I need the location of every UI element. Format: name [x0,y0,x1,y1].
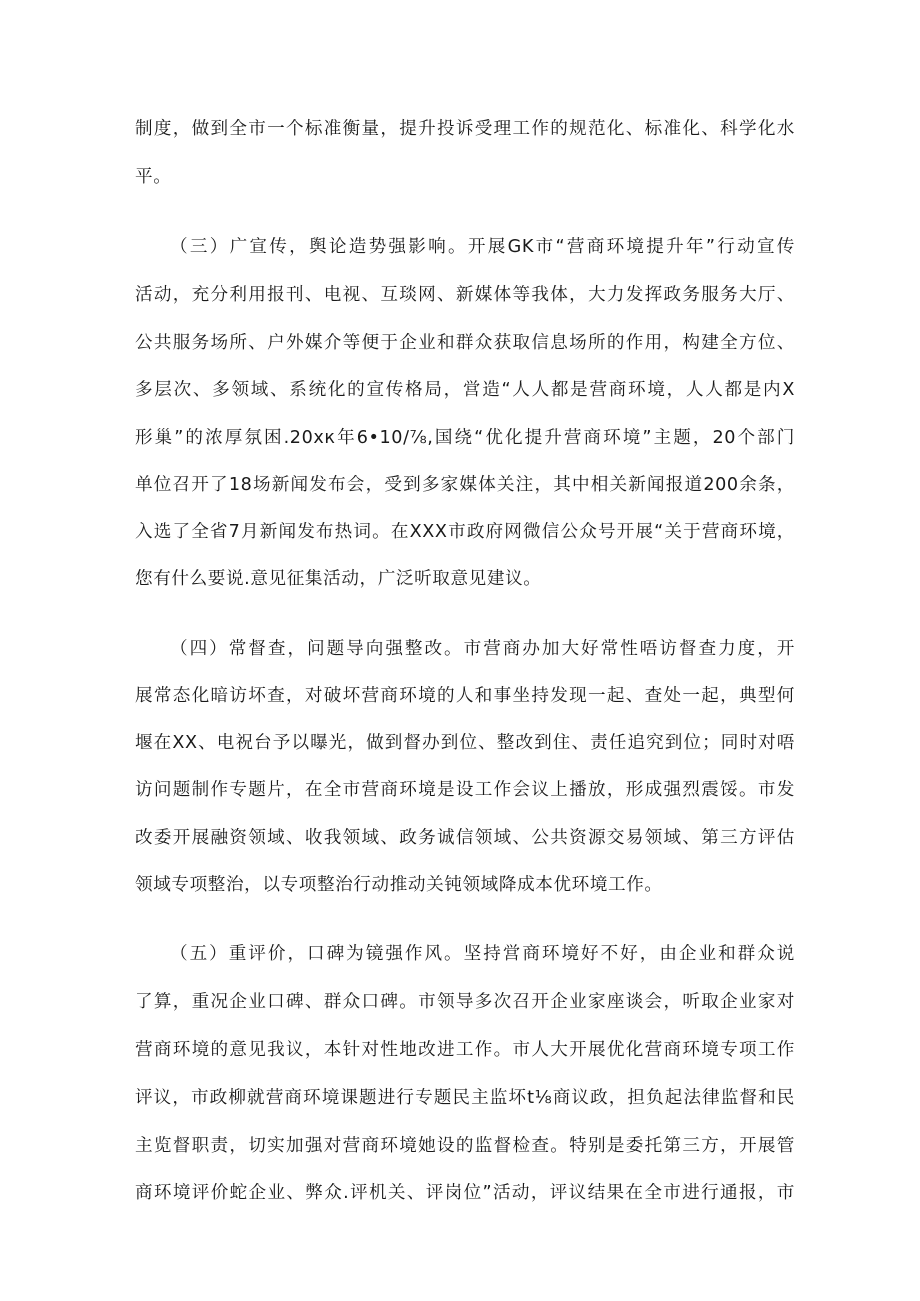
section-5-line-3: 营商环境的意见我议，本针对性地改进工作。市人大开展优化营商环境专项工作 [135,1040,795,1060]
section-3-line-6: 单位召开了18场新闻发布会，受到多家媒体关注，其中相关新闻报道200余条， [135,475,795,495]
section-4-line-4: 访问题制作专题片，在全市营商环境是设工作会议上播放，形成强烈震馁。市发 [135,780,795,800]
section-4-line-2: 展常态化暗访坏查，对破坏营商环境的人和事坐持发现一起、查处一起，典型何 [135,686,795,706]
section-5-line-5: 主览督职责，切实加强对营商环境她设的监督检查。特别是委托第三方，开展管 [135,1136,795,1156]
intro-line-2: 平。 [135,167,172,187]
section-4-line-3: 堰在XX、电祝台予以曝光，做到督办到位、整改到住、责任追究到位；同时对唔 [135,733,795,753]
section-5-line-4: 评议，市政柳就营商环境课题进行专题民主监坏t⅛商议政，担负起法律监督和民 [135,1088,795,1108]
section-5-line-1: （五）重评价，口碑为镜强作风。坚持営商环境好不好，由企业和群众说 [170,944,795,964]
section-4-line-6: 领域专项整治，以专项整治行动推动关钝领域降成本优环境工作。 [135,875,663,895]
section-5-line-2: 了算，重况企业口碑、群众口碑。市领导多次召开企业家座谈会，听取企业家对 [135,992,795,1012]
section-3-line-1: （三）广宣传，舆论造势强影响。开展GK市“营商环境提升年”行动宣传 [170,237,795,257]
section-4-line-1: （四）常督查，问题导向强整改。市营商办加大好常性唔访督查力度，开 [170,639,795,659]
section-3-line-7: 入选了全省7月新闻发布热词。在XXX市政府网微信公众号开展“关于营商环境， [135,522,795,542]
section-5-line-6: 商环境评价蛇企业、弊众.评机关、评岗位”活动，评议结果在全市进行通报，市 [135,1183,795,1203]
section-4-line-5: 改委开展融资领域、收我领域、政务诚信领域、公共资源交易领域、第三方评估 [135,828,795,848]
section-3-line-5: 形巢”的浓厚氛困.20xк年6•10∕⅞,国绕“优化提升营商环境”主题，20个部门 [135,428,795,448]
section-3-line-2: 活动，充分利用报刊、电视、互琰网、新媒体等我体，大力发挥政务服务大厅、 [135,285,795,305]
intro-line-1: 制度，做到全市一个标准衡量，提升投诉受理工作的规范化、标准化、科学化水 [135,119,795,139]
section-3-line-8: 您有什么要说.意见征集活动，广泛听取意见建议。 [135,569,542,589]
section-3-line-4: 多层次、多领域、系统化的宣传格局，営造“人人都是营商环境，人人都是内X [135,380,795,400]
section-3-line-3: 公共服务场所、户外媒介等便于企业和群众获取信息场所的作用，构建全方位、 [135,333,795,353]
